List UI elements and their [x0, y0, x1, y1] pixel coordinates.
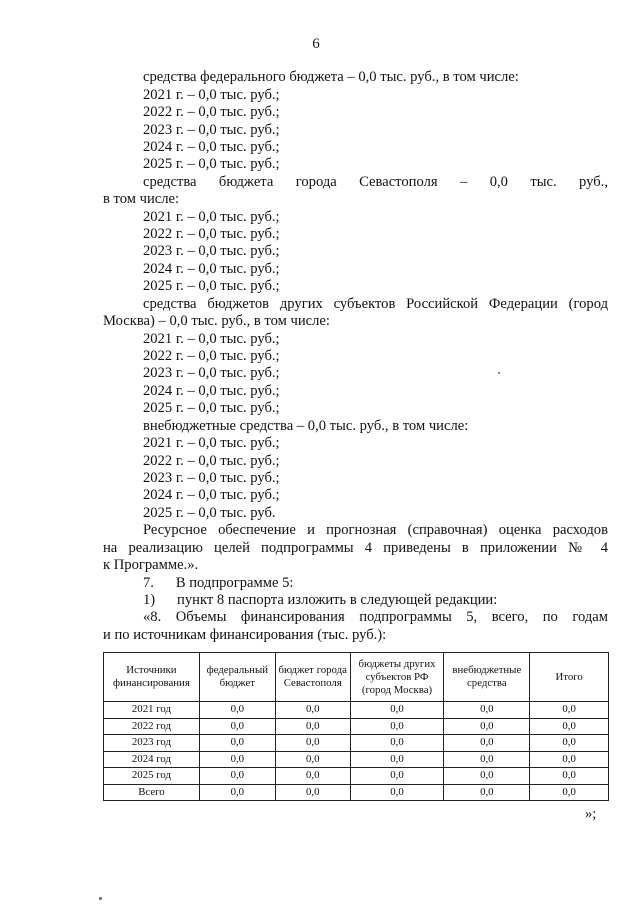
table-cell: Всего — [104, 784, 200, 801]
text-line: и по источникам финансирования (тыс. руб.): — [103, 627, 387, 643]
text-line: средства бюджета города Севастополя – 0,0 тыс. руб., — [143, 174, 608, 190]
table-header-cell: Источники финансирования — [104, 653, 200, 702]
text-line: Ресурсное обеспечение и прогнозная (справочная) оценка расходов — [143, 522, 608, 538]
table-header-cell: Итого — [530, 653, 609, 702]
table-cell: 0,0 — [444, 702, 530, 719]
text-line: 2025 г. – 0,0 тыс. руб.; — [143, 156, 280, 172]
closing-quote: »; — [585, 806, 597, 822]
table-cell: 0,0 — [275, 784, 350, 801]
text-line: 2024 г. – 0,0 тыс. руб.; — [143, 383, 280, 399]
table-cell: 0,0 — [530, 751, 609, 768]
text-line: 2023 г. – 0,0 тыс. руб.; — [143, 122, 280, 138]
text-line: 2022 г. – 0,0 тыс. руб.; — [143, 453, 280, 469]
table-cell: 2025 год — [104, 768, 200, 785]
text-line: на реализацию целей подпрограммы 4 приведены в приложении № 4 — [103, 540, 608, 556]
table-row — [104, 768, 609, 785]
table-cell: 2021 год — [104, 702, 200, 719]
table-cell: 0,0 — [350, 784, 444, 801]
table-cell: 2023 год — [104, 735, 200, 752]
table-cell: 2022 год — [104, 718, 200, 735]
table-cell: 0,0 — [444, 784, 530, 801]
text-line: к Программе.». — [103, 557, 199, 573]
table-row — [104, 784, 609, 801]
text-line: 2024 г. – 0,0 тыс. руб.; — [143, 261, 280, 277]
table-cell: 0,0 — [350, 751, 444, 768]
table-header-cell: федеральный бюджет — [199, 653, 275, 702]
table-cell: 0,0 — [350, 768, 444, 785]
table-cell: 0,0 — [530, 735, 609, 752]
table-cell: 0,0 — [444, 735, 530, 752]
table-cell: 0,0 — [199, 735, 275, 752]
text-line: 2023 г. – 0,0 тыс. руб.; — [143, 365, 280, 381]
text-line: 7. В подпрограмме 5: — [143, 575, 294, 591]
scan-speck — [498, 372, 500, 374]
text-line: средства бюджетов других субъектов Российской Федерации (город — [143, 296, 608, 312]
table-header-cell: внебюджетные средства — [444, 653, 530, 702]
table-header-cell: бюджеты других субъектов РФ (город Москва) — [350, 653, 444, 702]
text-line: 2023 г. – 0,0 тыс. руб.; — [143, 470, 280, 486]
text-line: 2021 г. – 0,0 тыс. руб.; — [143, 209, 280, 225]
table-cell: 0,0 — [444, 768, 530, 785]
table-cell: 0,0 — [275, 718, 350, 735]
text-line: 2022 г. – 0,0 тыс. руб.; — [143, 104, 280, 120]
table-cell: 0,0 — [199, 768, 275, 785]
text-line: 2024 г. – 0,0 тыс. руб.; — [143, 139, 280, 155]
text-line: «8. Объемы финансирования подпрограммы 5, всего, по годам — [143, 609, 608, 625]
table-cell: 0,0 — [275, 702, 350, 719]
text-line: 2022 г. – 0,0 тыс. руб.; — [143, 348, 280, 364]
table-cell: 0,0 — [275, 768, 350, 785]
text-line: 2024 г. – 0,0 тыс. руб.; — [143, 487, 280, 503]
scan-speck — [99, 897, 102, 900]
table-row — [104, 718, 609, 735]
table-cell: 0,0 — [199, 702, 275, 719]
table-cell: 0,0 — [530, 702, 609, 719]
financing-table — [103, 652, 609, 801]
table-cell: 2024 год — [104, 751, 200, 768]
table-cell: 0,0 — [350, 702, 444, 719]
text-line: 2021 г. – 0,0 тыс. руб.; — [143, 435, 280, 451]
text-line: в том числе: — [103, 191, 180, 207]
table-header-row — [104, 653, 609, 702]
text-line: 2022 г. – 0,0 тыс. руб.; — [143, 226, 280, 242]
table-cell: 0,0 — [350, 735, 444, 752]
table-cell: 0,0 — [275, 735, 350, 752]
table-cell: 0,0 — [530, 784, 609, 801]
table-row — [104, 751, 609, 768]
table-cell: 0,0 — [444, 751, 530, 768]
table-cell: 0,0 — [199, 718, 275, 735]
text-line: 2023 г. – 0,0 тыс. руб.; — [143, 243, 280, 259]
table-row — [104, 735, 609, 752]
page-number: 6 — [312, 36, 320, 52]
table-row — [104, 702, 609, 719]
table-cell: 0,0 — [199, 751, 275, 768]
table-cell: 0,0 — [530, 718, 609, 735]
text-line: средства федерального бюджета – 0,0 тыс. руб., в том числе: — [143, 69, 519, 85]
text-line: 2021 г. – 0,0 тыс. руб.; — [143, 331, 280, 347]
table-cell: 0,0 — [444, 718, 530, 735]
text-line: Москва) – 0,0 тыс. руб., в том числе: — [103, 313, 330, 329]
table-cell: 0,0 — [275, 751, 350, 768]
text-line: 1) пункт 8 паспорта изложить в следующей редакции: — [143, 592, 498, 608]
text-line: 2025 г. – 0,0 тыс. руб. — [143, 505, 276, 521]
text-line: 2025 г. – 0,0 тыс. руб.; — [143, 278, 280, 294]
text-line: 2021 г. – 0,0 тыс. руб.; — [143, 87, 280, 103]
text-line: 2025 г. – 0,0 тыс. руб.; — [143, 400, 280, 416]
table-cell: 0,0 — [199, 784, 275, 801]
table-header-cell: бюджет города Севастополя — [275, 653, 350, 702]
table-cell: 0,0 — [530, 768, 609, 785]
text-line: внебюджетные средства – 0,0 тыс. руб., в том числе: — [143, 418, 469, 434]
table-cell: 0,0 — [350, 718, 444, 735]
